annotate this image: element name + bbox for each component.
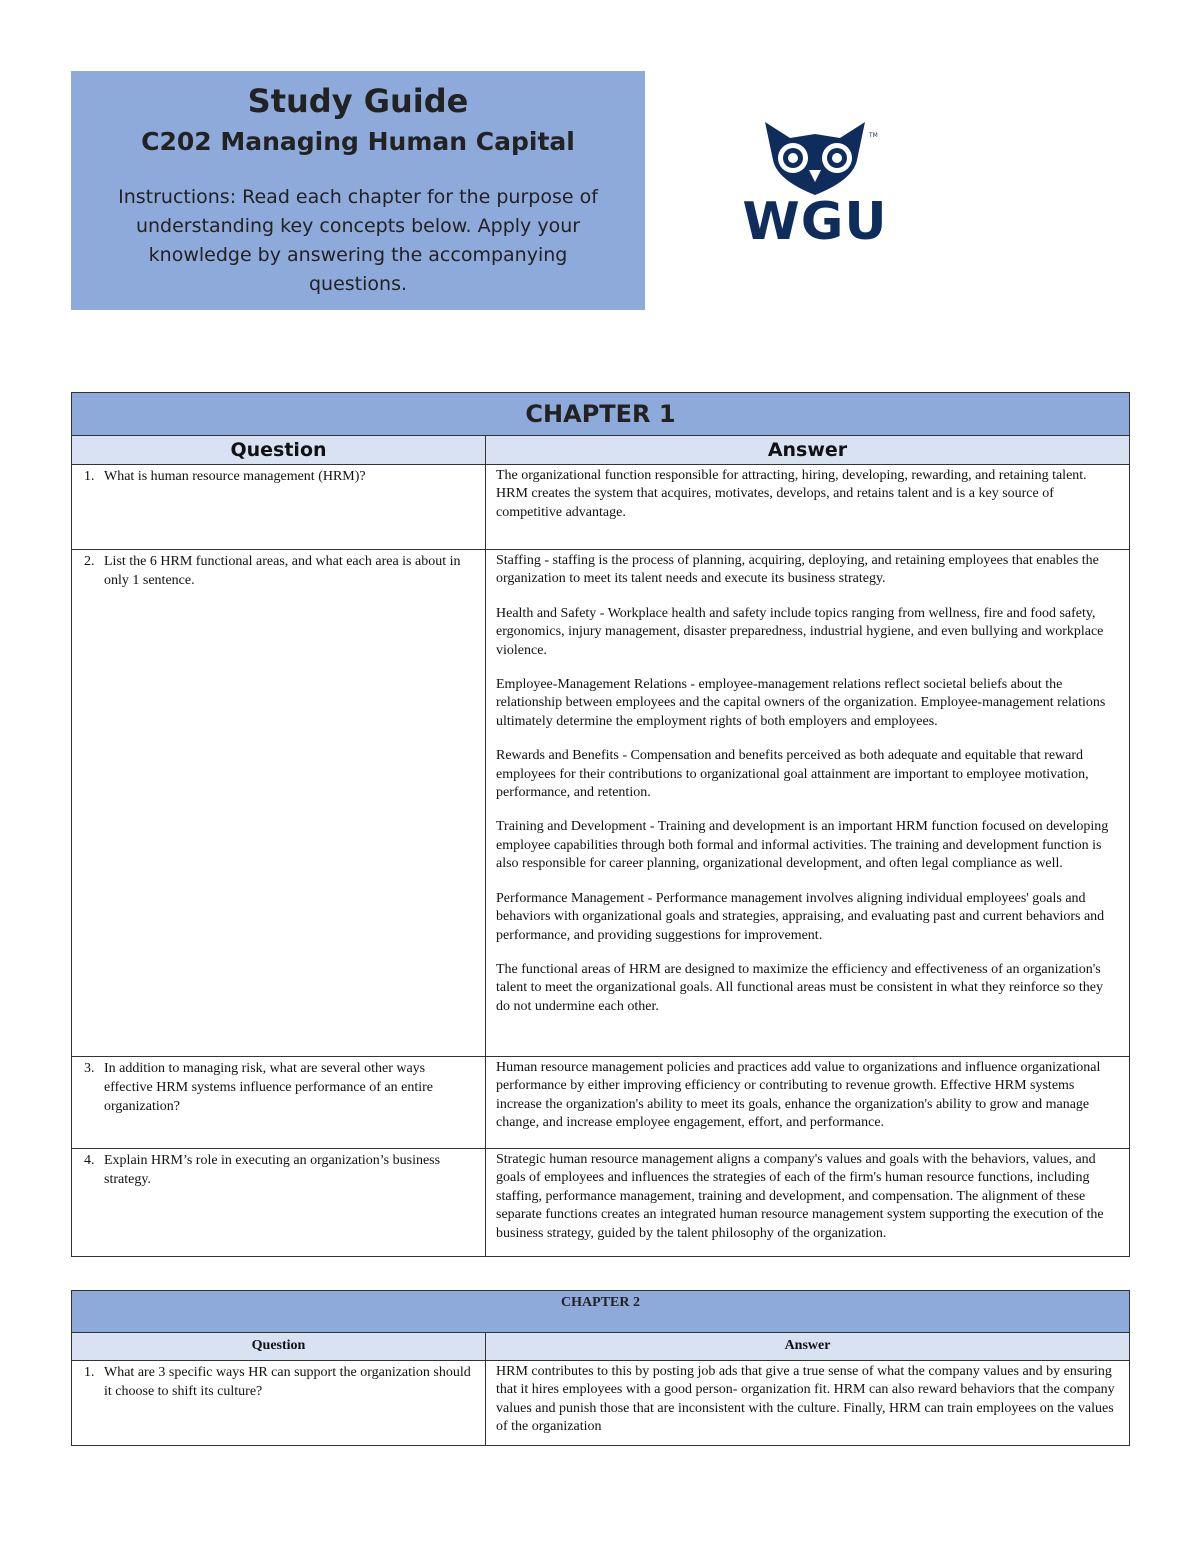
answer-text: Strategic human resource management aligns a company's values and goals with the behaviors, values, and goals of employees and influences the strategies of each of the firm's human resource functions, including staffing, performance management, training and development, and compensation. The alignment of these separate functions creates an integrated human resource management system supporting the execution of the business strategy, guided by the talent philosophy of the organization. xyxy=(496,1152,1104,1241)
answer-text: Human resource management policies and practices add value to organizations and influence organizational performance by either improving efficiency or contributing to revenue growth. Effective HRM systems increase the organization's ability to meet its goals, enhance the organization's ability to grow and manage change, and increase employee engagement, effort, and performance. xyxy=(496,1060,1101,1131)
question-cell xyxy=(72,1361,486,1446)
question-column-header: Question xyxy=(72,1333,486,1361)
question-text: Explain HRM’s role in executing an organization’s business strategy. xyxy=(104,1153,441,1187)
answer-paragraph: Health and Safety - Workplace health and safety include topics ranging from wellness, fire and food safety, ergonomics, injury management, disaster preparedness, industrial hygiene, and even bullying and workplace violence. xyxy=(496,605,1104,658)
trademark-mark: TM xyxy=(869,132,878,139)
table-row xyxy=(72,550,1130,1057)
answer-column-header: Answer xyxy=(486,436,1130,465)
question-text: In addition to managing risk, what are several other ways effective HRM systems influence performance of an entire organization? xyxy=(104,1061,433,1114)
answer-paragraph: Employee-Management Relations - employee-management relations reflect societal beliefs about the relationship between employees and the capital owners of the organization. Employee-management relations ultimately determine the employment rights of both employers and employees. xyxy=(496,677,1106,729)
question-cell xyxy=(72,1057,486,1149)
question-text: What are 3 specific ways HR can support the organization should it choose to shift its culture? xyxy=(104,1365,471,1399)
question-number: 2. xyxy=(84,554,95,569)
answer-cell xyxy=(486,1149,1130,1257)
answer-cell xyxy=(486,465,1130,550)
answer-paragraph: Staffing - staffing is the process of planning, acquiring, deploying, and retaining employees that enables the organization to meet its talent needs and execute its business strategy. xyxy=(496,553,1099,587)
question-text: What is human resource management (HRM)? xyxy=(104,469,366,484)
answer-text: HRM contributes to this by posting job ads that give a true sense of what the company values and by ensuring that it hires employees with a good person- organization fit. HRM can also reward behaviors that the company values and punish those that are inconsistent with the culture. Finally, HRM can train employees on the values of the organization xyxy=(496,1364,1115,1435)
course-title: C202 Managing Human Capital xyxy=(141,127,575,156)
answer-cell xyxy=(486,1361,1130,1446)
question-text: List the 6 HRM functional areas, and what each area is about in only 1 sentence. xyxy=(104,554,461,588)
question-number: 1. xyxy=(84,1365,95,1380)
question-number: 3. xyxy=(84,1061,95,1076)
question-cell xyxy=(72,465,486,550)
question-number: 4. xyxy=(84,1153,95,1168)
answer-paragraph: The functional areas of HRM are designed to maximize the efficiency and effectiveness of an organization's talent to meet the organizational goals. All functional areas must be consistent in what they reinforce so they do not undermine each other. xyxy=(496,961,1104,1014)
table-row xyxy=(72,1149,1130,1257)
answer-text: The organizational function responsible for attracting, hiring, developing, rewarding, and retaining talent. HRM creates the system that acquires, motivates, develops, and retains talent and is a key source of competitive advantage. xyxy=(496,468,1087,520)
table-row xyxy=(72,1057,1130,1149)
chapter-2-heading: CHAPTER 2 xyxy=(72,1291,1130,1333)
title-banner xyxy=(71,71,645,310)
answer-paragraph: Training and Development - Training and development is an important HRM function focused on developing employee capabilities through both formal and informal activities. The training and development function is also responsible for career planning, organizational development, and often legal compliance as well. xyxy=(496,819,1109,872)
table-row xyxy=(72,1361,1130,1446)
wgu-wordmark: WGU xyxy=(742,192,888,252)
answer-cell xyxy=(486,1057,1130,1149)
answer-paragraph: Rewards and Benefits - Compensation and benefits perceived as both adequate and equitable that reward employees for their contributions to organizational goal attainment are important to employee motivation, performance, and retention. xyxy=(496,748,1089,801)
wgu-logo xyxy=(735,120,895,250)
instructions-text: Instructions: Read each chapter for the purpose of understanding key concepts below. Apply your knowledge by answering the accompanying questions. xyxy=(118,186,598,295)
question-column-header: Question xyxy=(72,436,486,465)
question-cell xyxy=(72,1149,486,1257)
question-cell xyxy=(72,550,486,1057)
chapter-1-heading: CHAPTER 1 xyxy=(72,393,1130,436)
chapter-1-table xyxy=(71,392,1130,1257)
chapter-2-table xyxy=(71,1290,1130,1446)
answer-cell xyxy=(486,550,1130,1057)
page-title: Study Guide xyxy=(247,82,469,120)
answer-column-header: Answer xyxy=(486,1333,1130,1361)
question-number: 1. xyxy=(84,469,95,484)
table-row xyxy=(72,465,1130,550)
answer-paragraph: Performance Management - Performance management involves aligning individual employees' goals and behaviors with organizational goals and strategies, appraising, and evaluating past and current behaviors and performance, and providing suggestions for improvement. xyxy=(496,890,1105,943)
